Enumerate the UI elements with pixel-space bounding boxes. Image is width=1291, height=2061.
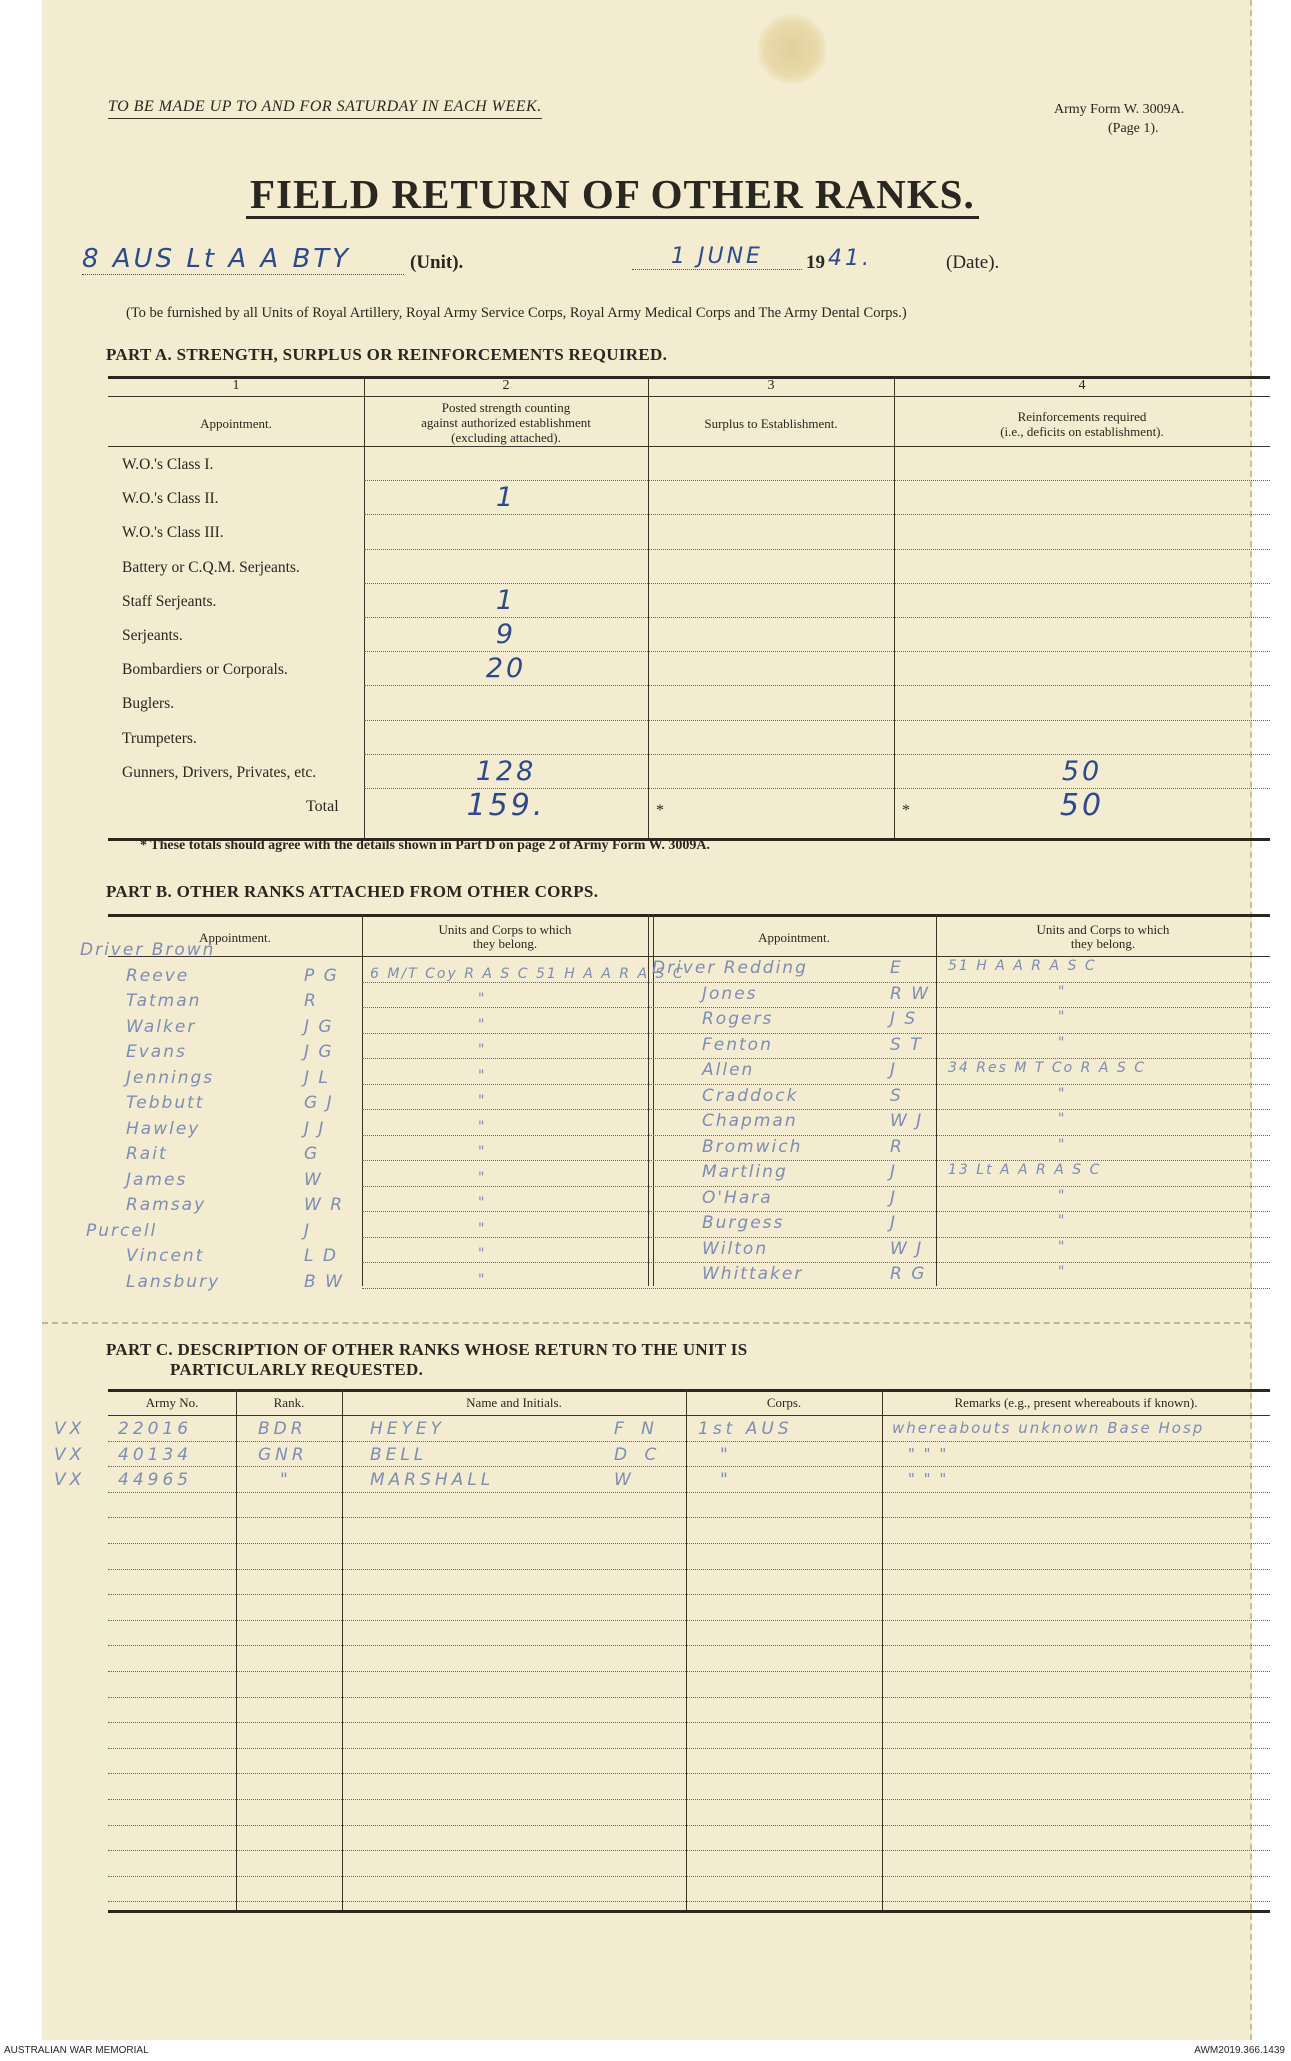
part-c-head-corps: Corps. — [766, 1395, 802, 1410]
unit-label: (Unit). — [410, 252, 464, 273]
part-a-col-divider — [648, 376, 649, 838]
part-b-left-unit: " — [478, 1067, 487, 1084]
part-b-left-name: Hawley — [126, 1118, 201, 1139]
part-a-dotted-rule — [364, 754, 1270, 755]
part-b-left-unit: " — [478, 1246, 487, 1262]
part-b-dotted-rule — [362, 1262, 1270, 1263]
part-b-left-unit: " — [478, 1220, 487, 1237]
part-b-dotted-rule — [362, 1109, 1270, 1110]
part-a-head-posted-3: (excluding attached). — [451, 430, 561, 445]
part-a-title: PART A. STRENGTH, SURPLUS OR REINFORCEMENTS REQUIRED. — [106, 345, 668, 364]
part-b-right-init: J — [890, 1213, 898, 1233]
part-b-right-name: Martling — [702, 1162, 788, 1182]
form-page: (Page 1). — [1108, 121, 1159, 136]
part-b-left-init: G — [304, 1144, 320, 1164]
part-a-row-label: Trumpeters. — [122, 729, 197, 747]
part-c-dotted-rule — [108, 1799, 1270, 1800]
part-b-right-init: E — [890, 958, 903, 978]
part-a-total-reinf-mark: * — [902, 802, 910, 819]
part-b-right-init: R — [890, 1136, 904, 1157]
part-c-dotted-rule — [108, 1876, 1270, 1877]
part-a-dotted-rule — [364, 514, 1270, 515]
part-b-right-init: J — [890, 1060, 898, 1080]
part-b-left-unit: " — [478, 1144, 487, 1160]
part-c-dotted-rule — [108, 1569, 1270, 1570]
form-id-block — [1054, 100, 1184, 138]
part-c-table — [54, 1389, 1270, 1914]
part-b-left-name: Purcell — [86, 1220, 158, 1241]
part-c-dotted-rule — [108, 1850, 1270, 1851]
part-a-posted-value: 9 — [495, 619, 517, 650]
part-a-head-appointment: Appointment. — [200, 416, 272, 431]
part-b-right-init: W J — [890, 1238, 924, 1259]
part-c-prefix: VX — [54, 1444, 86, 1465]
part-c-title-2: PARTICULARLY REQUESTED. — [170, 1360, 424, 1379]
part-b-right-unit: " — [1058, 1009, 1067, 1025]
part-b-left-unit: " — [478, 1042, 487, 1058]
part-b-left-unit: " — [478, 1169, 487, 1186]
part-c-army-no: 40134 — [118, 1444, 193, 1465]
part-b-left-name: Reeve — [126, 965, 190, 986]
form-id: Army Form W. 3009A. — [1054, 102, 1185, 117]
part-b-right-unit: 13 Lt A A R A S C — [948, 1162, 1102, 1178]
part-b-left-unit: " — [478, 1093, 487, 1109]
part-a-head-rule — [108, 446, 1270, 447]
part-a-footnote: * These totals should agree with the details shown in Part D on page 2 of Army Form W. 3009A. — [140, 838, 711, 853]
part-b-right-name: Chapman — [702, 1111, 798, 1131]
header-note: TO BE MADE UP TO AND FOR SATURDAY IN EACH WEEK. — [108, 98, 542, 119]
part-b-left-unit: " — [478, 1271, 487, 1288]
part-a-dotted-rule — [364, 617, 1270, 618]
part-c-head-army-no: Army No. — [145, 1395, 199, 1410]
part-b-left-name: Driver Brown — [80, 940, 216, 960]
part-b-dotted-rule — [362, 1160, 1270, 1161]
part-b-left-name: Vincent — [126, 1246, 205, 1266]
part-b-right-name: Bromwich — [702, 1136, 803, 1157]
part-b-right-init: J — [890, 1187, 898, 1208]
part-b-left-unit: " — [478, 991, 487, 1007]
part-b-right-name: Craddock — [702, 1085, 799, 1106]
part-c-dotted-rule — [108, 1492, 1270, 1493]
part-c-dotted-rule — [108, 1466, 1270, 1467]
part-b-right-init: S — [890, 1085, 903, 1106]
part-b-left-init: J — [304, 1220, 312, 1241]
part-a-row-label: Gunners, Drivers, Privates, etc. — [122, 763, 317, 781]
part-a-dotted-rule — [364, 685, 1270, 686]
part-b-right-init: R G — [890, 1264, 927, 1284]
part-c-initials: F N — [614, 1419, 660, 1439]
part-a-col-number: 3 — [767, 378, 775, 393]
part-c-bottom-rule — [108, 1910, 1270, 1913]
part-b-right-name: Jones — [702, 983, 758, 1004]
part-b-title: PART B. OTHER RANKS ATTACHED FROM OTHER CORPS. — [106, 882, 599, 901]
part-c-dotted-rule — [108, 1517, 1270, 1518]
part-b-left-name: Tatman — [126, 991, 202, 1011]
part-c-dotted-rule — [108, 1825, 1270, 1826]
part-a-head-reinf-2: (i.e., deficits on establishment). — [1000, 424, 1164, 439]
part-b-right-unit: 51 H A A R A S C — [948, 958, 1097, 974]
part-b-left-name: Evans — [126, 1042, 187, 1062]
part-b-left-init: J L — [304, 1067, 330, 1088]
part-c-army-no: 44965 — [118, 1470, 193, 1491]
footer-left: AUSTRALIAN WAR MEMORIAL — [4, 2045, 149, 2056]
part-b-right-unit: " — [1058, 1136, 1067, 1153]
part-c-top-rule — [108, 1389, 1270, 1392]
part-a-row-label: W.O.'s Class III. — [122, 524, 224, 542]
part-b-left-unit: 6 M/T Coy R A S C 51 H A A R A S C — [370, 965, 685, 982]
part-b-dotted-rule — [362, 1084, 1270, 1085]
part-c-army-no: 22016 — [118, 1419, 193, 1439]
part-b-head-units-left-2: they belong. — [472, 936, 538, 951]
part-b-right-unit: " — [1058, 1111, 1067, 1127]
part-b-left-init: J J — [304, 1118, 326, 1139]
part-a-posted-value: 128 — [475, 755, 537, 787]
part-b-right-init: J S — [890, 1009, 918, 1029]
part-a-dotted-rule — [364, 651, 1270, 652]
part-b-left-init: J G — [304, 1016, 334, 1037]
part-a-row-label: Buglers. — [122, 695, 175, 713]
part-c-name: MARSHALL — [370, 1470, 495, 1491]
part-a-col-number: 1 — [232, 378, 240, 393]
part-b-right-unit: " — [1058, 1085, 1067, 1102]
part-c-dotted-rule — [108, 1441, 1270, 1442]
part-c-remarks: " " " — [908, 1470, 949, 1489]
part-c-initials: W — [614, 1470, 637, 1491]
part-c-dotted-rule — [108, 1645, 1270, 1646]
part-b-dotted-rule — [362, 1007, 1270, 1008]
part-a-posted-value: 1 — [495, 482, 517, 514]
part-b-dotted-rule — [362, 1135, 1270, 1136]
part-b-left-init: W — [304, 1169, 323, 1190]
part-a-total-surplus-mark: * — [656, 802, 664, 819]
part-b-col-divider — [936, 914, 937, 1286]
part-b-right-unit: " — [1058, 1187, 1067, 1204]
part-b-left-unit: " — [478, 1118, 487, 1135]
part-a-row-label: Serjeants. — [122, 627, 183, 644]
part-a-total-posted: 159. — [466, 788, 546, 823]
part-b-dotted-rule — [362, 1211, 1270, 1212]
part-b-right-init: R W — [890, 983, 931, 1004]
part-b-left-init: B W — [304, 1271, 344, 1292]
part-c-dotted-rule — [108, 1901, 1270, 1902]
part-b-table — [80, 914, 1270, 1294]
part-a-reinf-value: 50 — [1061, 755, 1103, 787]
part-c-corps: 1st AUS — [698, 1419, 793, 1439]
part-c-head-name: Name and Initials. — [466, 1395, 562, 1410]
part-b-right-unit: " — [1058, 1238, 1067, 1255]
part-a-dotted-rule — [364, 549, 1270, 550]
part-b-right-init: W J — [890, 1111, 924, 1131]
part-b-dotted-rule — [362, 1033, 1270, 1034]
part-a-col-number: 4 — [1078, 378, 1086, 393]
part-c-dotted-rule — [108, 1748, 1270, 1749]
part-c-dotted-rule — [108, 1594, 1270, 1595]
furnished-note: (To be furnished by all Units of Royal Artillery, Royal Army Service Corps, Royal Army Medical Corps and The Army Dental Corps.) — [126, 305, 907, 321]
part-b-dotted-rule — [362, 1237, 1270, 1238]
unit-date-line — [82, 244, 1232, 284]
part-b-left-name: Tebbutt — [126, 1093, 205, 1113]
part-b-head-units-left-1: Units and Corps to which — [438, 922, 572, 937]
part-a-row-label: Battery or C.Q.M. Serjeants. — [122, 558, 300, 576]
unit-value: 8 AUS Lt A A BTY — [82, 244, 404, 275]
part-b-left-init: R — [304, 991, 318, 1011]
part-b-head-units-right-1: Units and Corps to which — [1036, 922, 1170, 937]
part-b-head-rule — [108, 956, 1270, 957]
part-b-right-name: Allen — [702, 1060, 755, 1080]
part-b-dotted-rule — [362, 1058, 1270, 1059]
part-b-right-name: Wilton — [702, 1238, 769, 1259]
part-a-row-label: Bombardiers or Corporals. — [122, 661, 288, 679]
part-c-dotted-rule — [108, 1671, 1270, 1672]
part-c-title-1: PART C. DESCRIPTION OF OTHER RANKS WHOSE RETURN TO THE UNIT IS — [106, 1340, 748, 1359]
part-b-dotted-rule — [362, 1288, 1270, 1289]
part-a-dotted-rule — [364, 583, 1270, 584]
part-b-dotted-rule — [362, 982, 1270, 983]
part-c-dotted-rule — [108, 1697, 1270, 1698]
part-a-head-posted-1: Posted strength counting — [441, 400, 571, 415]
part-b-right-name: Fenton — [702, 1034, 773, 1055]
part-b-right-unit: 34 Res M T Co R A S C — [948, 1060, 1146, 1076]
part-b-left-name: Ramsay — [126, 1195, 207, 1215]
footer-bar — [0, 2040, 1291, 2061]
part-c-name: BELL — [370, 1444, 428, 1465]
part-c-corps: " — [720, 1444, 732, 1465]
part-b-col-divider — [362, 914, 363, 1286]
part-b-right-init: J — [890, 1162, 898, 1182]
part-c-head-rule — [108, 1415, 1270, 1416]
part-c-rank: " — [280, 1470, 292, 1491]
part-b-right-unit: " — [1058, 983, 1067, 1000]
part-b-left-init: G J — [304, 1093, 334, 1113]
part-b-right-name: Whittaker — [702, 1264, 804, 1284]
part-b-left-init: P G — [304, 965, 339, 986]
part-c-corps: " — [720, 1470, 732, 1491]
part-a-col-number: 2 — [502, 378, 510, 393]
perforation-line — [42, 1322, 1250, 1324]
part-c-head-remarks: Remarks (e.g., present whereabouts if known). — [954, 1395, 1198, 1410]
part-a-row-label: W.O.'s Class I. — [122, 456, 214, 473]
part-b-right-name: Rogers — [702, 1009, 774, 1029]
part-b-left-init: L D — [304, 1246, 338, 1266]
part-c-dotted-rule — [108, 1620, 1270, 1621]
part-c-rank: BDR — [258, 1419, 307, 1439]
part-b-head-units-right-2: they belong. — [1070, 936, 1136, 951]
part-b-head-appointment-right: Appointment. — [758, 930, 830, 945]
part-a-posted-value: 20 — [485, 653, 527, 685]
part-c-head-rank: Rank. — [273, 1395, 305, 1410]
part-a-dotted-rule — [364, 480, 1270, 481]
part-b-right-unit: " — [1058, 1034, 1067, 1051]
paper-stain — [757, 14, 827, 84]
part-b-left-init: J G — [304, 1042, 334, 1062]
part-c-remarks: " " " — [908, 1444, 949, 1463]
part-c-rank: GNR — [258, 1444, 308, 1465]
part-b-left-unit: " — [478, 1016, 487, 1033]
date-year-printed: 19 — [806, 252, 825, 273]
part-b-left-name: Rait — [126, 1144, 168, 1164]
part-c-dotted-rule — [108, 1543, 1270, 1544]
part-c-prefix: VX — [54, 1470, 86, 1491]
page-title: FIELD RETURN OF OTHER RANKS. — [246, 172, 979, 219]
date-year-written: 41. — [828, 246, 872, 271]
part-a-total-reinf: 50 — [1059, 788, 1105, 823]
footer-right: AWM2019.366.1439 — [1194, 2045, 1285, 2056]
part-b-left-name: Lansbury — [126, 1271, 221, 1292]
part-b-right-name: O'Hara — [702, 1187, 773, 1208]
part-c-dotted-rule — [108, 1722, 1270, 1723]
part-b-top-rule — [108, 914, 1270, 917]
part-b-head-appointment-left: Appointment. — [199, 930, 271, 945]
part-b-left-name: Jennings — [126, 1067, 215, 1088]
part-c-name: HEYEY — [370, 1419, 446, 1439]
part-a-total-label: Total — [306, 798, 339, 815]
part-b-left-unit: " — [478, 1195, 487, 1211]
part-c-remarks: whereabouts unknown Base Hosp — [892, 1419, 1205, 1437]
part-b-right-name: Burgess — [702, 1213, 785, 1233]
part-b-left-name: Walker — [126, 1016, 197, 1037]
part-a-head-reinf-1: Reinforcements required — [1017, 409, 1147, 424]
form-sheet — [42, 0, 1252, 2040]
part-b-right-name: Driver Redding — [652, 958, 808, 978]
part-c-initials: D C — [614, 1444, 663, 1465]
part-b-left-init: W R — [304, 1195, 345, 1215]
date-label: (Date). — [946, 252, 1000, 273]
part-b-right-unit: " — [1058, 1213, 1067, 1229]
part-a-num-rule — [108, 396, 1270, 397]
part-a-row-label: W.O.'s Class II. — [122, 490, 219, 508]
part-b-right-init: S T — [890, 1034, 923, 1055]
part-b-right-unit: " — [1058, 1264, 1067, 1280]
part-c-dotted-rule — [108, 1773, 1270, 1774]
part-a-head-posted-2: against authorized establishment — [421, 415, 591, 430]
date-value: 1 JUNE — [632, 244, 802, 270]
part-a-table — [108, 376, 1270, 838]
part-b-dotted-rule — [362, 1186, 1270, 1187]
part-a-posted-value: 1 — [495, 584, 517, 616]
part-a-row-label: Staff Serjeants. — [122, 592, 217, 610]
part-c-prefix: VX — [54, 1419, 86, 1439]
part-a-head-surplus: Surplus to Establishment. — [704, 416, 838, 431]
part-a-dotted-rule — [364, 720, 1270, 721]
part-b-left-name: James — [126, 1169, 188, 1190]
